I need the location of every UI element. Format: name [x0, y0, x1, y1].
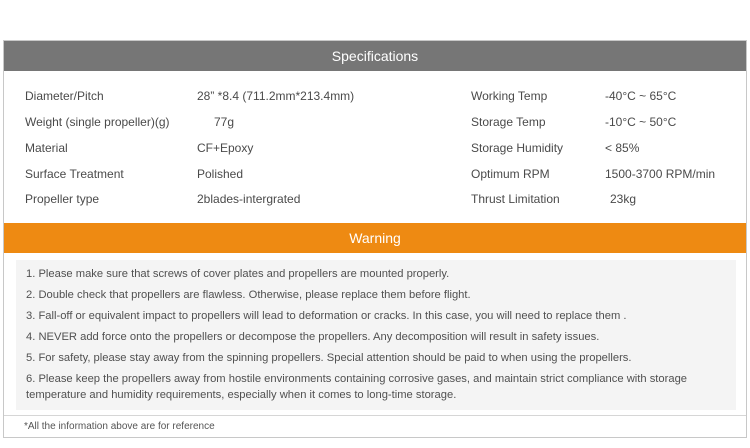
warning-item: 3. Fall-off or equivalent impact to propellers will lead to deformation or cracks. In this case, you will need to replace them . [26, 310, 627, 322]
spec-label: Material [25, 141, 68, 155]
warning-item: 4. NEVER add force onto the propellers or decompose the propellers. Any decomposition will result in safety issues. [26, 331, 600, 343]
spec-value: 1500-3700 RPM/min [605, 167, 716, 181]
spec-label: Diameter/Pitch [25, 89, 104, 103]
spec-value: < 85% [605, 141, 640, 155]
spec-value: -10°C ~ 50°C [605, 115, 677, 129]
spec-value: -40°C ~ 65°C [605, 89, 677, 103]
spec-row [4, 164, 746, 184]
specifications-header: Specifications [4, 41, 746, 71]
spec-value: 28” *8.4 (711.2mm*213.4mm) [197, 89, 355, 103]
warning-item: 2. Double check that propellers are flawless. Otherwise, please replace them before flight. [26, 289, 471, 301]
spec-sheet [3, 40, 747, 438]
spec-label: Thrust Limitation [471, 192, 560, 206]
spec-label: Storage Temp [471, 115, 546, 129]
warning-item: 1. Please make sure that screws of cover plates and propellers are mounted properly. [26, 268, 450, 280]
reference-footnote: *All the information above are for reference [4, 415, 746, 438]
warning-list [16, 260, 736, 410]
warning-item: 5. For safety, please stay away from the spinning propellers. Special attention should be paid to when using the propellers. [26, 352, 632, 364]
spec-row [4, 138, 746, 158]
spec-row [4, 86, 746, 106]
spec-value: Polished [197, 167, 244, 181]
spec-label: Surface Treatment [25, 167, 124, 181]
spec-label: Weight (single propeller)(g) [25, 115, 170, 129]
spec-label: Optimum RPM [471, 167, 550, 181]
warning-item: 6. Please keep the propellers away from hostile environments containing corrosive gases, and maintain strict compliance with storage temperature and humidity requirements, especially when it comes to long-time storage. [26, 373, 688, 401]
spec-row [4, 112, 746, 132]
spec-value: 23kg [610, 192, 637, 206]
spec-value: 2blades-intergrated [197, 192, 301, 206]
spec-value: 77g [214, 115, 235, 129]
spec-label: Propeller type [25, 192, 100, 206]
spec-value: CF+Epoxy [197, 141, 254, 155]
spec-label: Storage Humidity [471, 141, 564, 155]
spec-row [4, 189, 746, 209]
warning-header: Warning [4, 223, 746, 253]
spec-label: Working Temp [471, 89, 548, 103]
